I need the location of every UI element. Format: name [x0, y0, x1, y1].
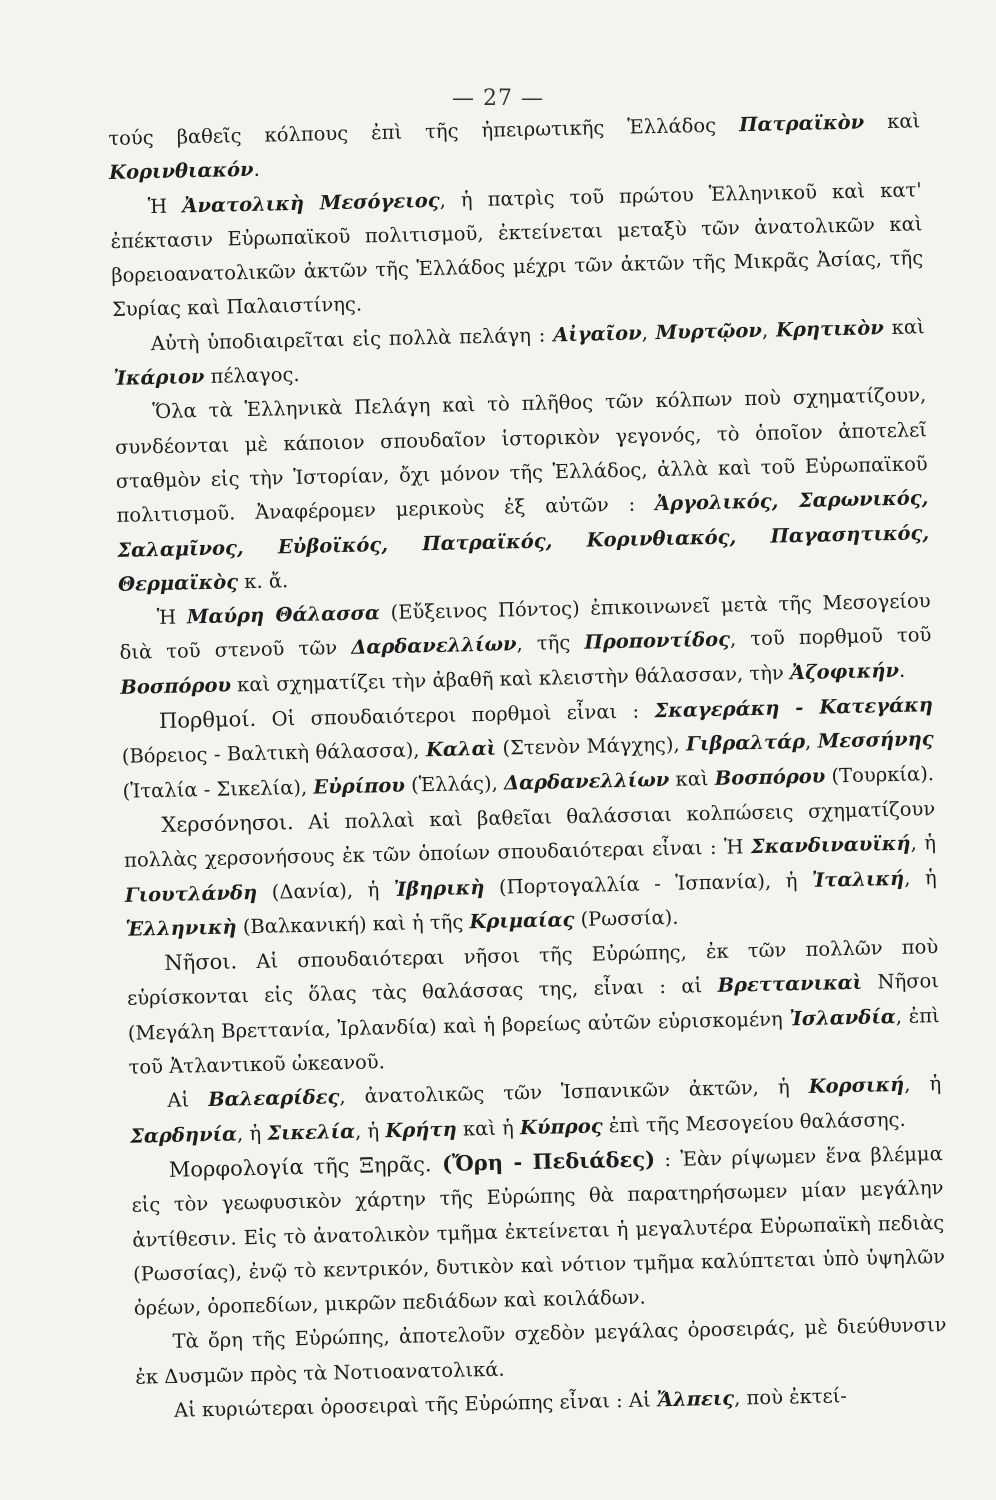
paragraph: Ἡ Μαύρη Θάλασσα (Εὔξεινος Πόντος) ἐπικοινωνεῖ μετὰ τῆς Μεσογείου διὰ τοῦ στενοῦ τῶν Δαρδανελλίων, τῆς Προποντίδος, τοῦ πορθμοῦ τοῦ Βοσπόρου καὶ σχηματίζει τὴν ἀβαθῆ καὶ κλειστὴν θάλασσαν, τὴν Ἀζοφικήν. — [119, 589, 932, 699]
page-number: — 27 — — [452, 86, 544, 111]
paragraph: Μορφολογία τῆς Ξηρᾶς. (Ὄρη - Πεδιάδες) : Ἐὰν ρίψωμεν ἕνα βλέμμα εἰς τὸν γεωφυσικὸν χάρτην τῆς Εὐρώπης θὰ παρατηρήσωμεν μίαν μεγάλην ἀντίθεσιν. Εἰς τὸ ἀνατολικὸν τμῆμα ἐκτείνεται ἡ μεγαλυτέρα Εὐρωπαϊκὴ πεδιὰς (Ρωσσίας), ἐνῷ τὸ κεντρικόν, δυτικὸν καὶ νότιον τμῆμα καλύπτεται ὑπὸ ὑψηλῶν ὀρέων, ὀροπεδίων, μικρῶν πεδιάδων καὶ κοιλάδων. — [131, 1141, 946, 1320]
section-heading: Νῆσοι. — [164, 949, 238, 976]
section-heading: Χερσόνησοι. — [161, 810, 294, 837]
paragraph: Ἡ Ἀνατολικὴ Μεσόγειος, ἡ πατρὶς τοῦ πρώτου Ἑλληνικοῦ καὶ κατ' ἐπέκτασιν Εὐρωπαϊκοῦ πολιτισμοῦ, ἐκτείνεται μεταξὺ τῶν ἀνατολικῶν καὶ βορειοανατολικῶν ἀκτῶν τῆς Ἑλλάδος μέχρι τῶν ἀκτῶν τῆς Μικρᾶς Ἀσίας, τῆς Συρίας καὶ Παλαιστίνης. — [110, 177, 924, 322]
paragraph: Αἱ κυριώτεραι ὀροσειραὶ τῆς Εὐρώπης εἶναι : Αἱ Ἄλπεις, ποὺ ἐκτεί- — [173, 1384, 848, 1422]
paragraph: τούς βαθεῖς κόλπους ἐπὶ τῆς ἠπειρωτικῆς Ἑλλάδος Πατραϊκὸν καὶ Κορινθιακόν. — [108, 109, 921, 185]
paragraph: Αὐτὴ ὑποδιαιρεῖται εἰς πολλὰ πελάγη : Αἰγαῖον, Μυρτῷον, Κρητικὸν καὶ Ἰκάριον πέλαγος. — [113, 315, 925, 391]
paragraph: Νῆσοι. Αἱ σπουδαιότεραι νῆσοι τῆς Εὐρώπης, ἐκ τῶν πολλῶν ποὺ εὑρίσκονται εἰς ὅλας τὰς θαλάσσας της, εἶναι : αἱ Βρεττανικαὶ Νῆσοι (Μεγάλη Βρεττανία, Ἰρλανδία) καὶ ἡ βορείως αὐτῶν εὑρισκομένη Ἰσλανδία, ἐπὶ τοῦ Ἀτλαντικοῦ ὠκεανοῦ. — [126, 935, 940, 1079]
paragraph: Χερσόνησοι. Αἱ πολλαὶ καὶ βαθεῖαι θαλάσσιαι κολπώσεις σχηματίζουν πολλὰς χερσονήσους ἐκ τῶν ὁποίων σπουδαιότεραι εἶναι : Ἡ Σκανδιναυϊκή, ἡ Γιουτλάνδη (Δανία), ἡ Ἰβηρικὴ (Πορτογαλλία - Ἱσπανία), ἡ Ἰταλική, ἡ Ἑλληνικὴ (Βαλκανική) καὶ ἡ τῆς Κριμαίας (Ρωσσία). — [123, 797, 937, 941]
paragraph: Αἱ Βαλεαρίδες, ἀνατολικῶς τῶν Ἱσπανικῶν ἀκτῶν, ἡ Κορσική, ἡ Σαρδηνία, ἡ Σικελία, ἡ Κρήτη καὶ ἡ Κύπρος ἐπὶ τῆς Μεσογείου θαλάσσης. — [129, 1072, 942, 1148]
paragraph: Τὰ ὄρη τῆς Εὐρώπης, ἀποτελοῦν σχεδὸν μεγάλας ὀροσειράς, μὲ διεύθυνσιν ἐκ Δυσμῶν πρὸς τὰ Νοτιοανατολικά. — [135, 1313, 947, 1389]
section-heading: Πορθμοί. — [158, 706, 257, 734]
paragraph: Ὅλα τὰ Ἑλληνικὰ Πελάγη καὶ τὸ πλῆθος τῶν κόλπων ποὺ σχηματίζουν, συνδέονται μὲ κάποιον σπουδαῖον ἱστορικὸν γεγονός, τὸ ὁποῖον ἀποτελεῖ σταθμὸν εἰς τὴν Ἱστορίαν, ὄχι μόνον τῆς Ἑλλάδος, ἀλλὰ καὶ τοῦ Εὐρωπαϊκοῦ πολιτισμοῦ. Ἀναφέρομεν μερικοὺς ἐξ αὐτῶν : Ἀργολικός, Σαρωνικός, Σαλαμῖνος, Εὐβοϊκός, Πατραϊκός, Κορινθιακός, Παγασητικός, Θερμαϊκὸς κ. ἄ. — [114, 383, 930, 596]
section-subheading: (Ὄρη - Πεδιάδες) — [431, 1146, 656, 1177]
paragraph: Πορθμοί. Οἱ σπουδαιότεροι πορθμοὶ εἶναι : Σκαγεράκη - Κατεγάκη (Βόρειος - Βαλτικὴ θάλασσα), Καλαὶ (Στενὸν Μάγχης), Γιβραλτάρ, Μεσσήνης (Ἰταλία - Σικελία), Εὐρίπου (Ἑλλάς), Δαρδανελλίων καὶ Βοσπόρου (Τουρκία). — [121, 693, 935, 803]
section-heading: Μορφολογία τῆς Ξηρᾶς. — [168, 1152, 432, 1182]
body-text — [108, 104, 948, 1429]
